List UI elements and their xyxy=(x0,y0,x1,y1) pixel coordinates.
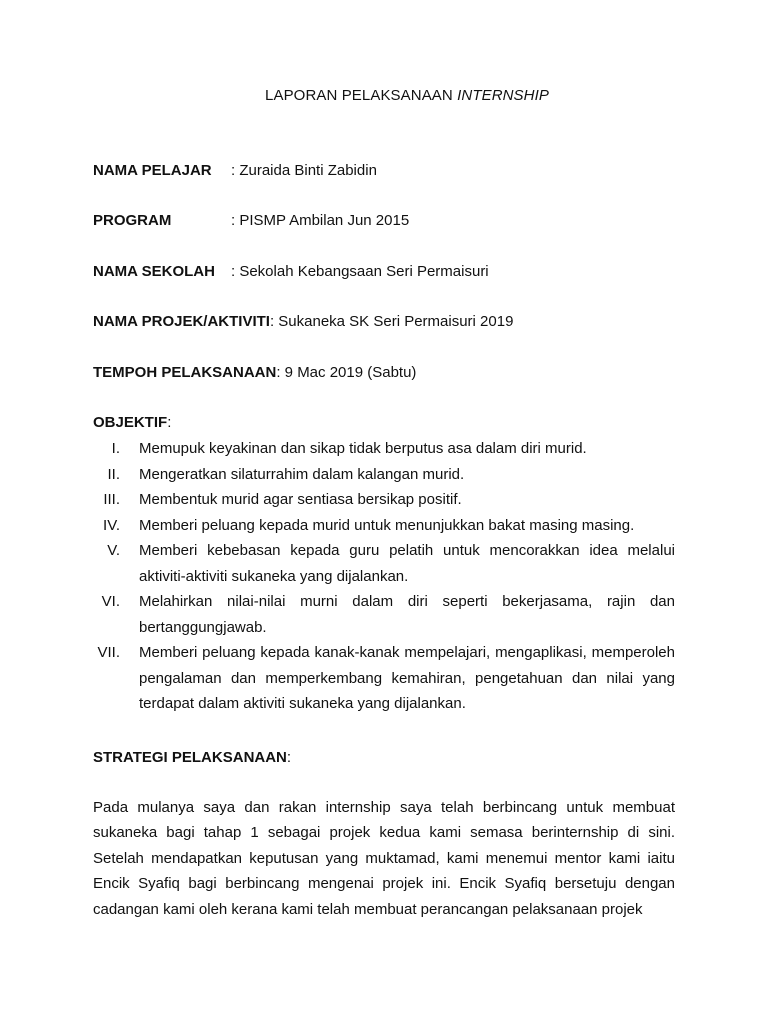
list-item xyxy=(93,487,675,513)
objektif-heading-text: OBJEKTIF xyxy=(93,414,168,431)
field-nama-projek xyxy=(93,313,513,330)
field-nama-sekolah xyxy=(93,263,489,280)
document-title xyxy=(0,87,768,104)
list-item xyxy=(93,640,675,717)
field-value: : Sekolah Kebangsaan Seri Permaisuri xyxy=(231,263,489,280)
list-item-text: Memupuk keyakinan dan sikap tidak berputus asa dalam diri murid. xyxy=(139,440,587,457)
list-item-number: V. xyxy=(107,542,120,559)
list-item-text: Memberi kebebasan kepada guru pelatih untuk mencorakkan idea melalui aktiviti-aktiviti sukaneka yang dijalankan. xyxy=(139,542,675,585)
field-label: NAMA SEKOLAH xyxy=(93,263,215,280)
strategi-heading xyxy=(93,749,291,766)
field-program xyxy=(93,212,410,229)
field-label: NAMA PROJEK/AKTIVITI xyxy=(93,313,270,330)
objektif-heading xyxy=(93,414,171,431)
list-item-text: Melahirkan nilai-nilai murni dalam diri seperti bekerjasama, rajin dan bertanggungjawab. xyxy=(139,593,675,636)
field-nama-pelajar xyxy=(93,162,377,179)
field-label: TEMPOH PELAKSANAAN xyxy=(93,364,277,381)
list-item xyxy=(93,589,675,640)
heading-colon: : xyxy=(167,414,172,431)
list-item-number: VII. xyxy=(97,644,120,661)
field-value: : PISMP Ambilan Jun 2015 xyxy=(231,212,410,229)
list-item xyxy=(93,462,675,488)
field-label: PROGRAM xyxy=(93,212,172,229)
objektif-list xyxy=(93,436,675,717)
field-value: : Sukaneka SK Seri Permaisuri 2019 xyxy=(269,313,514,330)
list-item xyxy=(93,538,675,589)
list-item-number: II. xyxy=(107,465,120,483)
strategi-heading-text: STRATEGI PELAKSANAAN xyxy=(93,749,287,766)
list-item-text: Membentuk murid agar sentiasa bersikap positif. xyxy=(139,491,462,508)
list-item-text: Memberi peluang kepada murid untuk menunjukkan bakat masing masing. xyxy=(139,516,635,534)
field-tempoh xyxy=(93,364,416,381)
list-item-text: Mengeratkan silaturrahim dalam kalangan murid. xyxy=(139,465,465,483)
list-item-number: III. xyxy=(103,491,120,508)
list-item-text: Memberi peluang kepada kanak-kanak mempelajari, mengaplikasi, memperoleh pengalaman dan memperkembang kemahiran, pengetahuan dan nilai yang terdapat dalam aktiviti sukaneka yang dijalankan. xyxy=(139,644,675,712)
field-value: : Zuraida Binti Zabidin xyxy=(231,162,377,179)
strategi-paragraph: Pada mulanya saya dan rakan internship saya telah berbincang untuk membuat sukaneka bagi tahap 1 sebagai projek kedua kami semasa berinternship di sini. Setelah mendapatkan keputusan yang muktamad, kami menemui mentor kami iaitu Encik Syafiq bagi berbincang mengenai projek ini. Encik Syafiq bersetuju dengan cadangan kami oleh kerana kami telah membuat perancangan pelaksanaan projek xyxy=(93,799,675,918)
field-value: : 9 Mac 2019 (Sabtu) xyxy=(276,364,417,381)
title-main: LAPORAN PELAKSANAAN xyxy=(265,87,453,104)
heading-colon: : xyxy=(286,749,292,766)
list-item-number: VI. xyxy=(101,593,120,610)
list-item-number: IV. xyxy=(103,516,120,534)
field-label: NAMA PELAJAR xyxy=(93,162,212,179)
title-italic: INTERNSHIP xyxy=(457,87,549,104)
list-item-number: I. xyxy=(111,440,120,457)
list-item xyxy=(93,513,675,539)
list-item xyxy=(93,436,675,462)
